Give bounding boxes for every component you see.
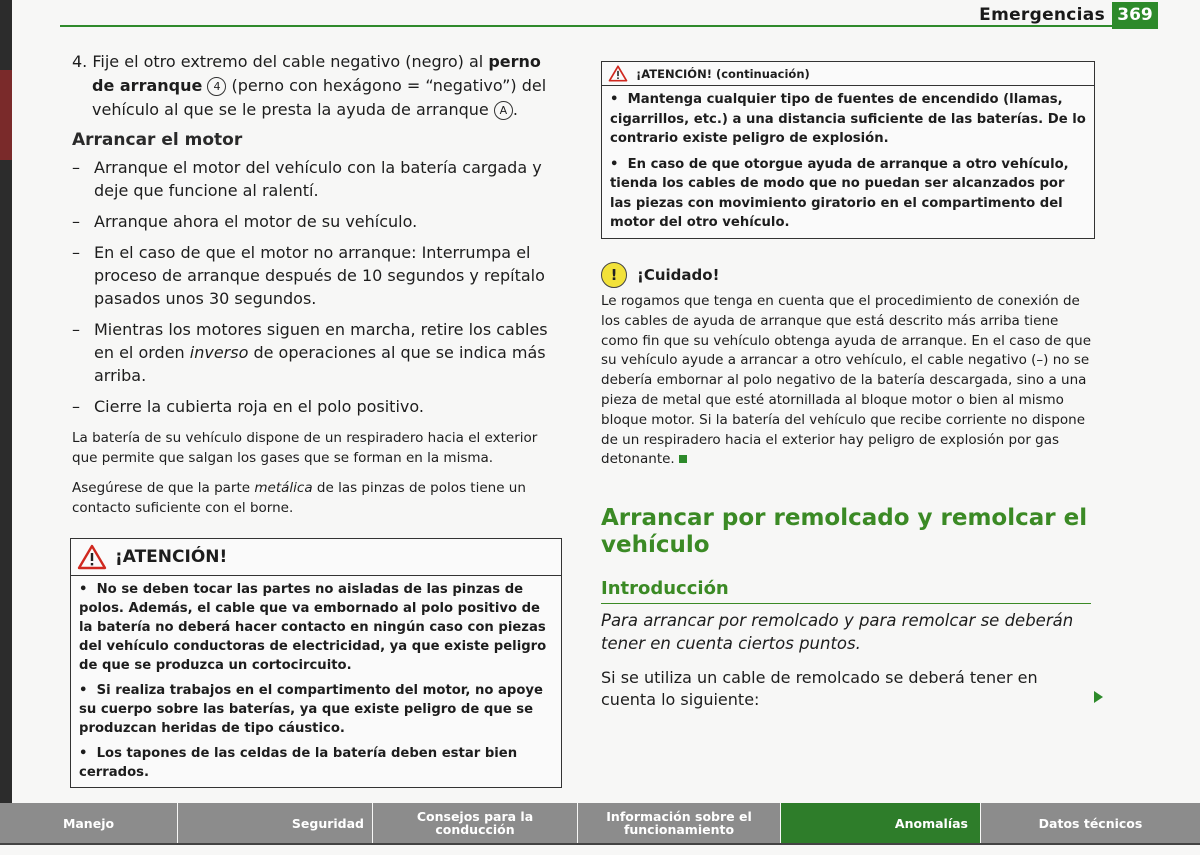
warning-triangle-icon: [608, 65, 628, 82]
warning-item-text: Mantenga cualquier tipo de fuentes de encendido (llamas, cigarrillos, etc.) a una distancia suficiente de las baterías. De lo contrario existe peligro de explosión.: [610, 92, 1086, 146]
tab-consejos[interactable]: Consejos para la conducción: [373, 803, 578, 843]
warning-item: • No se deben tocar las partes no aisladas de las pinzas de polos. Además, el cable que va embornado al polo positivo de la batería no deberá hacer contacto en ningún caso con piezas del vehículo conductoras de electricidad, ya que existe peligro de que se produzca un cortocircuito.: [79, 582, 547, 673]
intro-heading: Introducción: [601, 578, 1091, 604]
warning-continued-header: [602, 62, 1094, 86]
caution-title: ¡Cuidado!: [637, 266, 720, 284]
list-item: [72, 318, 562, 387]
step-text-a: Fije el otro extremo del cable negativo (negro) al: [92, 52, 489, 71]
callout-a-icon: A: [494, 101, 513, 120]
warning-box: [70, 538, 562, 788]
warning-triangle-icon: [77, 544, 107, 570]
step-4: [72, 50, 562, 122]
warning-item: • Mantenga cualquier tipo de fuentes de encendido (llamas, cigarrillos, etc.) a una distancia suficiente de las baterías. De lo contrario existe peligro de explosión.: [610, 92, 1086, 146]
list-item: – Arranque el motor del vehículo con la batería cargada y deje que funcione al ralentí.: [72, 156, 562, 202]
warning-item-text: Los tapones de las celdas de la batería deben estar bien cerrados.: [79, 746, 518, 780]
list-italic: inverso: [189, 343, 249, 362]
callout-4-icon: 4: [207, 77, 226, 96]
tab-anomalias[interactable]: Anomalías: [781, 803, 981, 843]
end-of-section-icon: [679, 455, 687, 463]
left-column: [72, 50, 562, 518]
running-head: Emergencias: [979, 5, 1105, 25]
warning-item: • Los tapones de las celdas de la batería deben estar bien cerrados.: [79, 746, 518, 780]
caution-text: [601, 292, 1093, 470]
footer-rule: [0, 843, 1200, 855]
page-number: 369: [1112, 2, 1158, 29]
chapter-nav: [0, 803, 1200, 843]
warning-item-text: No se deben tocar las partes no aisladas de las pinzas de polos. Además, el cable que va embornado al polo positivo de la batería no deberá hacer contacto en ningún caso con piezas del vehículo conductoras de electricidad, ya que existe peligro de que se produzca un cortocircuito.: [79, 582, 547, 673]
warning-body: [71, 576, 561, 794]
warning-item-text: En caso de que otorgue ayuda de arranque a otro vehículo, tienda los cables de modo que no puedan ser alcanzados por las piezas con movimiento giratorio en el compartimento del motor del otro vehículo.: [610, 156, 1069, 230]
step-bold: perno de arranque: [92, 52, 541, 95]
step-number: 4.: [72, 52, 88, 71]
warning-continued-box: [601, 61, 1095, 239]
tab-seguridad[interactable]: Seguridad: [178, 803, 373, 843]
warning-item-text: Si realiza trabajos en el compartimento del motor, no apoye su cuerpo sobre las baterías, ya que existe peligro de que se produzcan heridas de tipo cáustico.: [79, 683, 543, 736]
note-metalica: [72, 478, 562, 518]
warning-item: • Si realiza trabajos en el compartimento del motor, no apoye su cuerpo sobre las baterías, ya que existe peligro de que se produzcan heridas de tipo cáustico.: [79, 683, 543, 736]
list-text-a: Mientras los motores siguen en marcha, retire los cables en el orden: [94, 320, 548, 362]
list-item: – Cierre la cubierta roja en el polo positivo.: [72, 395, 562, 418]
intro-text: Si se utiliza un cable de remolcado se deberá tener en cuenta lo siguiente:: [601, 668, 1038, 709]
continue-arrow-icon: [1094, 691, 1103, 703]
note-respiradero: La batería de su vehículo dispone de un respiradero hacia el exterior que permite que salgan los gases que se forman en la misma.: [72, 430, 538, 466]
note-text-a: Asegúrese de que la parte: [72, 480, 255, 496]
note-italic: metálica: [254, 480, 313, 496]
list-item: – Arranque ahora el motor de su vehículo.: [72, 210, 562, 233]
warning-header: [71, 539, 561, 576]
warning-item: • En caso de que otorgue ayuda de arranque a otro vehículo, tienda los cables de modo que no puedan ser alcanzados por las piezas con movimiento giratorio en el compartimento del motor del otro vehículo.: [610, 156, 1069, 230]
caution-header: [601, 262, 1093, 288]
tab-datos-tecnicos[interactable]: Datos técnicos: [1038, 815, 1143, 831]
step-text-c: .: [512, 100, 518, 119]
caution-text-body: Le rogamos que tenga en cuenta que el procedimiento de conexión de los cables de ayuda de arranque que está descrito más arriba tiene como fin que su vehículo obtenga ayuda de arranque. En el caso de que su vehículo ayude a arrancar a otro vehículo, el cable negativo (–) no se debería embornar al polo negativo de la batería descargada, sino a una pieza de metal que esté atornillada al bloque motor o bien al mismo bloque motor. Si la batería del vehículo que recibe corriente no dispone de un respiradero hacia el exterior hay peligro de explosión por gas detonante.: [601, 293, 1092, 468]
note-text-b: de las pinzas de polos tiene un contacto suficiente con el borne.: [72, 480, 526, 516]
section-heading-arrancar: Arrancar el motor: [72, 130, 243, 150]
warning-continued-body: [602, 86, 1094, 245]
intro-italic: Para arrancar por remolcado y para remolcar se deberán tener en cuenta ciertos puntos.: [601, 611, 1074, 653]
caution-block: [601, 262, 1093, 470]
page-binding-edge: [0, 0, 12, 853]
tab-manejo[interactable]: Manejo: [0, 803, 178, 843]
caution-exclamation-icon: !: [601, 262, 627, 288]
warning-title: ¡ATENCIÓN!: [115, 547, 228, 567]
list-text-b: de operaciones al que se indica más arriba.: [94, 343, 546, 385]
warning-continued-title: ¡ATENCIÓN! (continuación): [636, 66, 810, 81]
step-text-b: (perno con hexágono = “negativo”) del vehículo al que se le presta la ayuda de arranque: [92, 76, 547, 119]
instruction-list: [72, 156, 562, 418]
header-rule: [60, 25, 1130, 27]
tab-informacion[interactable]: Información sobre el funcionamiento: [578, 803, 781, 843]
list-item: – En el caso de que el motor no arranque: Interrumpa el proceso de arranque después de 10 segundos y repítalo pasados unos 30 segundos.: [72, 241, 562, 310]
section-title-remolcado: Arrancar por remolcado y remolcar el vehículo: [601, 505, 1088, 558]
